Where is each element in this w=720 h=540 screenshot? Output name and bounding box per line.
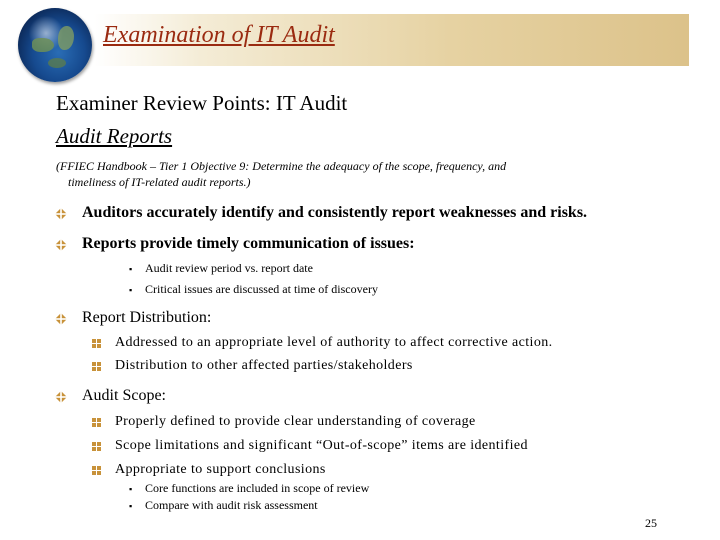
sub-bullet-text: Audit review period vs. report date	[145, 261, 313, 275]
sub-sub-bullet-text: Core functions are included in scope of review	[145, 481, 370, 495]
dot-bullet-icon: ▪	[129, 285, 133, 295]
square-bullet-icon	[92, 362, 101, 371]
dot-bullet-icon: ▪	[129, 264, 133, 274]
square-bullet-icon	[92, 339, 101, 348]
square-bullet-icon	[92, 418, 101, 427]
sub-bullet-text: Appropriate to support conclusions	[115, 462, 326, 477]
bullet-marker-icon	[55, 391, 67, 403]
bullet-text: Audit Scope:	[82, 387, 166, 404]
dot-bullet-icon: ▪	[129, 484, 133, 494]
reference-note	[56, 158, 616, 190]
bullet-text: Auditors accurately identify and consistently report weaknesses and risks.	[82, 204, 588, 221]
sub-bullet-text: Distribution to other affected parties/stakeholders	[115, 358, 413, 373]
bullet-text: Report Distribution:	[82, 309, 212, 326]
sub-bullet-text: Critical issues are discussed at time of discovery	[145, 282, 378, 296]
globe-icon	[18, 8, 92, 82]
subtitle: Examiner Review Points: IT Audit	[56, 91, 348, 115]
sub-bullet-text: Addressed to an appropriate level of authority to affect corrective action.	[115, 335, 553, 350]
bullet-marker-icon	[55, 313, 67, 325]
square-bullet-icon	[92, 442, 101, 451]
reference-note-line-1: (FFIEC Handbook – Tier 1 Objective 9: Determine the adequacy of the scope, frequency, and	[56, 159, 507, 173]
sub-sub-bullet-text: Compare with audit risk assessment	[145, 498, 318, 512]
square-bullet-icon	[92, 466, 101, 475]
sub-bullet-text: Scope limitations and significant “Out-of-scope” items are identified	[115, 438, 528, 453]
dot-bullet-icon: ▪	[129, 501, 133, 511]
bullet-text: Reports provide timely communication of issues:	[82, 235, 415, 252]
page-number: 25	[645, 516, 657, 530]
sub-bullet-text: Properly defined to provide clear understanding of coverage	[115, 414, 476, 429]
bullet-marker-icon	[55, 239, 67, 251]
section-heading: Audit Reports	[56, 124, 173, 148]
bullet-marker-icon	[55, 208, 67, 220]
reference-note-line-2: timeliness of IT-related audit reports.)	[68, 175, 251, 189]
slide-title: Examination of IT Audit	[103, 22, 335, 48]
